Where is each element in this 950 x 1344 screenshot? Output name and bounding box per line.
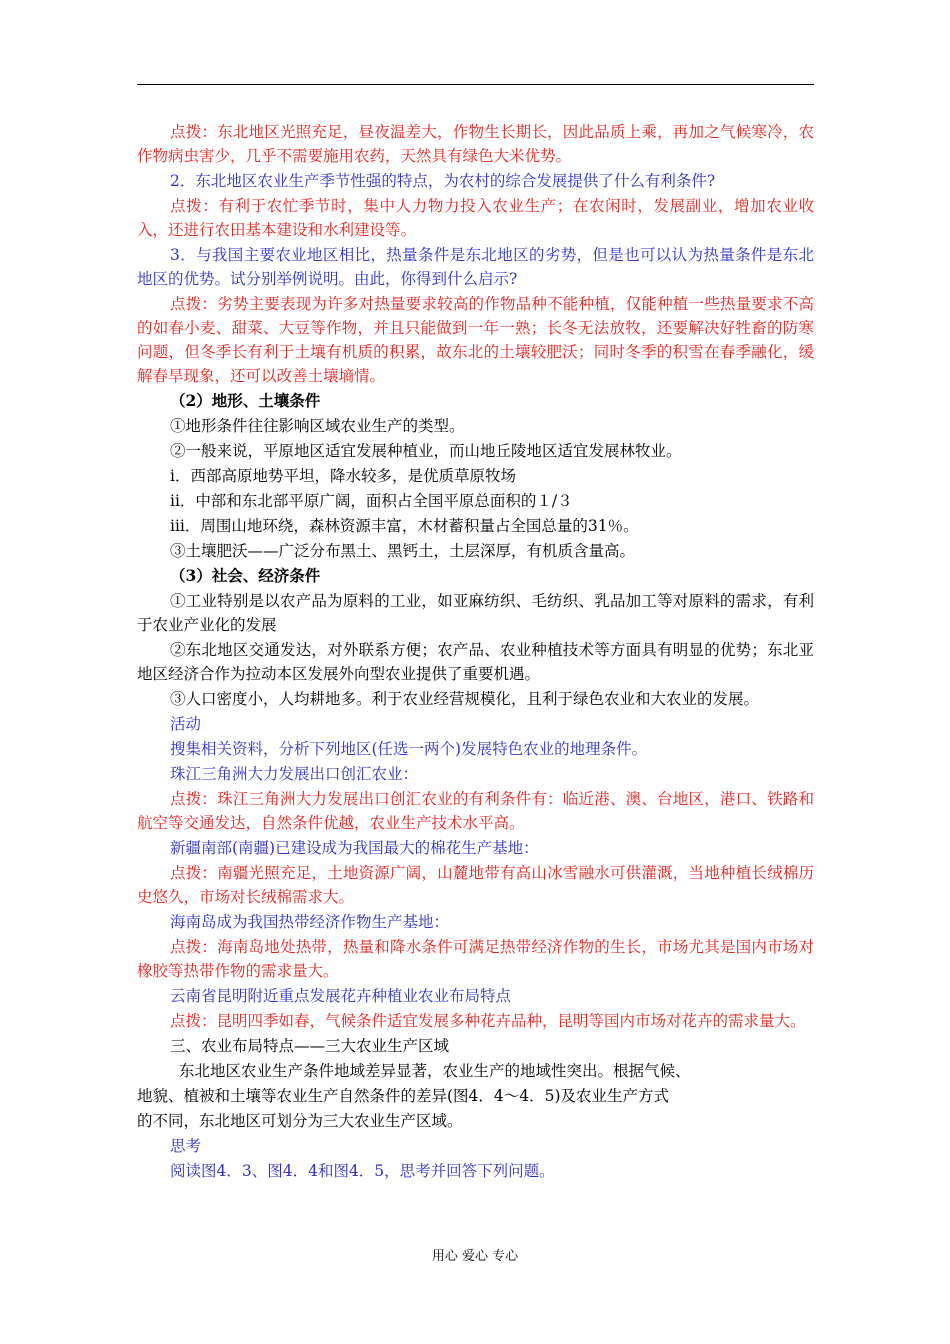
paragraph: ⅲ．周围山地环绕，森林资源丰富，木材蓄积量占全国总量的31％。: [170, 517, 639, 535]
paragraph: 点拨：昆明四季如春，气候条件适宜发展多种花卉品种，昆明等国内市场对花卉的需求量大。: [170, 1012, 806, 1030]
paragraph: 3．与我国主要农业地区相比，热量条件是东北地区的劣势，但是也可以认为热量条件是东北地区的优势。试分别举例说明。由此，你得到什么启示?: [137, 246, 814, 288]
page-footer: 用心 爱心 专心: [431, 1249, 519, 1264]
paragraph: ①地形条件往往影响区域农业生产的类型。: [170, 417, 465, 435]
paragraph: ③土壤肥沃——广泛分布黑土、黑钙土，土层深厚，有机质含量高。: [170, 542, 636, 560]
paragraph: （2）地形、土壤条件: [170, 391, 321, 410]
paragraph: 珠江三角洲大力发展出口创汇农业：: [170, 765, 419, 783]
paragraph: 云南省昆明附近重点发展花卉种植业农业布局特点: [170, 987, 512, 1005]
paragraph: 点拨：南疆光照充足，土地资源广阔，山麓地带有高山冰雪融水可供灌溉，当地种植长绒棉历史悠久，市场对长绒棉需求大。: [137, 864, 814, 906]
paragraph: 东北地区农业生产条件地域差异显著，农业生产的地域性突出。根据气候、: [179, 1062, 691, 1080]
paragraph: 的不同，东北地区可划分为三大农业生产区域。: [137, 1112, 463, 1130]
paragraph: 点拨：东北地区光照充足，昼夜温差大，作物生长期长，因此品质上乘，再加之气候寒冷，农作物病虫害少，几乎不需要施用农药，天然具有绿色大米优势。: [137, 123, 814, 165]
paragraph: ⅰ．西部高原地势平坦，降水较多，是优质草原牧场: [170, 467, 516, 485]
paragraph: （3）社会、经济条件: [170, 566, 321, 585]
header-rule: [137, 84, 814, 85]
paragraph: 海南岛成为我国热带经济作物生产基地：: [170, 913, 450, 931]
paragraph: ③人口密度小，人均耕地多。利于农业经营规模化，且利于绿色农业和大农业的发展。: [170, 690, 760, 708]
paragraph: 三、农业布局特点——三大农业生产区域: [170, 1037, 450, 1055]
paragraph: 搜集相关资料，分析下列地区(任选一两个)发展特色农业的地理条件。: [170, 740, 648, 758]
paragraph: 新疆南部(南疆)已建设成为我国最大的棉花生产基地：: [170, 839, 539, 857]
paragraph: 点拨：有利于农忙季节时，集中人力物力投入农业生产；在农闲时，发展副业，增加农业收入，还进行农田基本建设和水利建设等。: [137, 197, 814, 239]
paragraph: 地貌、植被和土壤等农业生产自然条件的差异(图4．4～4．5)及农业生产方式: [137, 1087, 670, 1105]
document-body: [137, 120, 814, 1184]
paragraph: ②一般来说，平原地区适宜发展种植业，而山地丘陵地区适宜发展林牧业。: [170, 442, 682, 460]
paragraph: 点拨：珠江三角洲大力发展出口创汇农业的有利条件有：临近港、澳、台地区，港口、铁路和航空等交通发达，自然条件优越，农业生产技术水平高。: [137, 790, 814, 832]
paragraph: 点拨：劣势主要表现为许多对热量要求较高的作物品种不能种植，仅能种植一些热量要求不高的如春小麦、甜菜、大豆等作物，并且只能做到一年一熟；长冬无法放牧，还要解决好牲畜的防寒问题，但冬季长有利于土壤有机质的积累，故东北的土壤较肥沃；同时冬季的积雪在春季融化，缓解春旱现象，还可以改善土壤墒情。: [137, 295, 814, 385]
paragraph: 活动: [170, 715, 202, 733]
paragraph: 2．东北地区农业生产季节性强的特点，为农村的综合发展提供了什么有利条件?: [170, 172, 716, 190]
paragraph: 点拨：海南岛地处热带，热量和降水条件可满足热带经济作物的生长，市场尤其是国内市场对橡胶等热带作物的需求量大。: [137, 938, 814, 980]
paragraph: ②东北地区交通发达，对外联系方便；农产品、农业种植技术等方面具有明显的优势；东北亚地区经济合作为拉动本区发展外向型农业提供了重要机遇。: [137, 641, 814, 683]
paragraph: ⅱ．中部和东北部平原广阔，面积占全国平原总面积的１/３: [170, 492, 573, 510]
paragraph: 阅读图4．3、图4．4和图4．5，思考并回答下列问题。: [170, 1162, 555, 1180]
paragraph: 思考: [170, 1137, 202, 1155]
paragraph: ①工业特别是以农产品为原料的工业，如亚麻纺织、毛纺织、乳品加工等对原料的需求，有利于农业产业化的发展: [137, 592, 814, 634]
